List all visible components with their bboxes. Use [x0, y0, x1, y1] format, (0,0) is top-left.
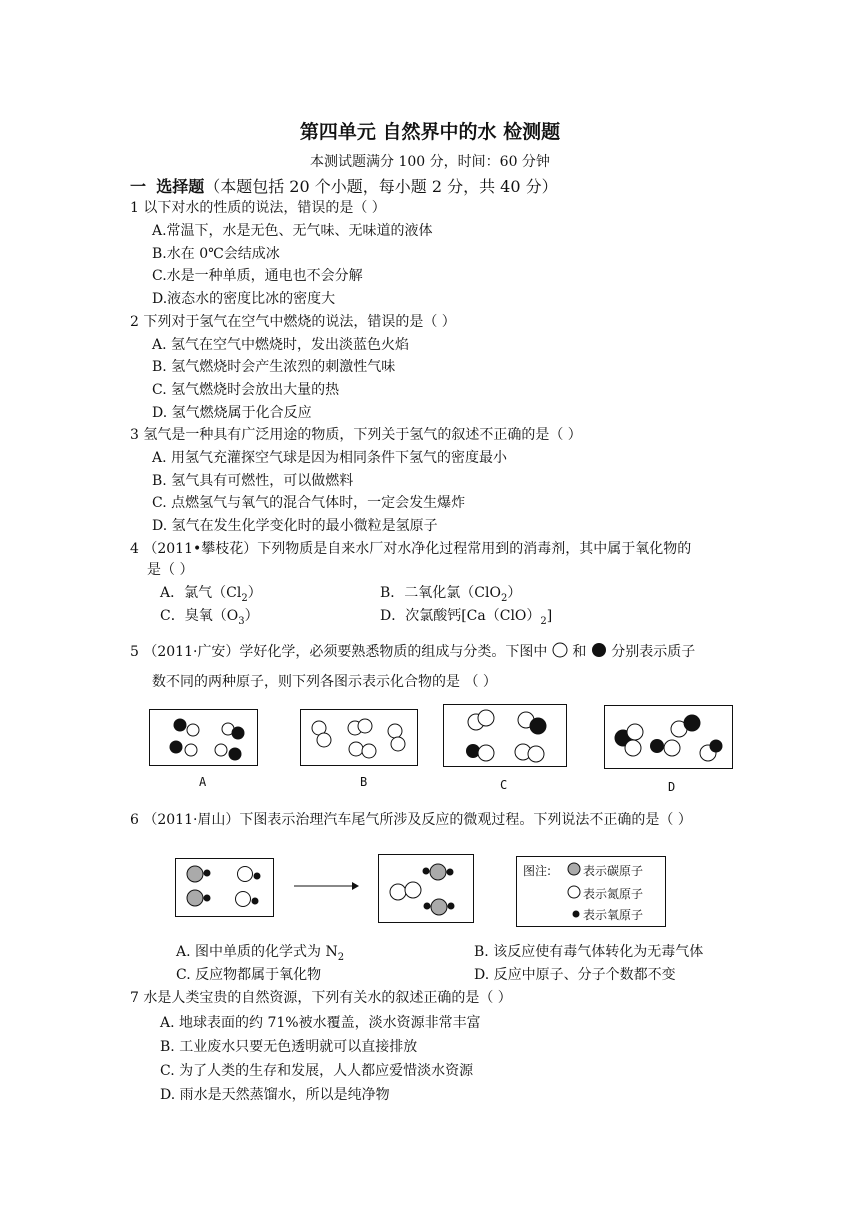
legend-carbon: 表示碳原子 [583, 864, 644, 878]
question-7-option-c: C. 为了人类的生存和发展，人人都应爱惜淡水资源 [160, 1063, 474, 1079]
question-6-option-d: D. 反应中原子、分子个数都不变 [474, 967, 676, 983]
question-1-option-c: C.水是一种单质，通电也不会分解 [152, 268, 363, 284]
question-3-option-a: A. 用氢气充灌探空气球是因为相同条件下氢气的密度最小 [152, 450, 508, 466]
question-1-option-a: A.常温下，水是无色、无气味、无味道的液体 [152, 223, 433, 239]
question-5-stem: 5 （2011·广安）学好化学，必须要熟悉物质的组成与分类。下图中 和 分别表示质子 [130, 644, 696, 660]
question-3-option-b: B. 氢气具有可燃性，可以做燃料 [152, 473, 354, 489]
q5-option-d-figure [604, 705, 734, 770]
question-3-option-d: D. 氢气在发生化学变化时的最小微粒是氢原子 [152, 518, 438, 534]
nitrogen-atom-icon [567, 885, 581, 899]
q6-products-figure [378, 854, 475, 924]
question-3-stem: 3 氢气是一种具有广泛用途的物质，下列关于氢气的叙述不正确的是（ ） [130, 427, 582, 443]
question-5-stem-cont: 数不同的两种原子，则下列各图示表示化合物的是 （ ） [152, 674, 497, 690]
oxygen-atom-icon [572, 910, 580, 918]
question-7-option-d: D. 雨水是天然蒸馏水，所以是纯净物 [160, 1087, 390, 1103]
question-6-option-b: B. 该反应使有毒气体转化为无毒气体 [474, 944, 704, 960]
question-3-option-c: C. 点燃氢气与氧气的混合气体时，一定会发生爆炸 [152, 495, 466, 511]
legend-oxygen: 表示氧原子 [583, 908, 644, 922]
section-number: 一 [130, 177, 147, 196]
question-2-option-b: B. 氢气燃烧时会产生浓烈的刺激性气味 [152, 359, 396, 375]
q5-label-d: D [668, 780, 676, 794]
question-4-option-b: B．二氧化氯（ClO$_2$） [380, 585, 522, 604]
question-1-option-b: B.水在 0℃会结成冰 [152, 246, 280, 262]
question-2-option-d: D. 氢气燃烧属于化合反应 [152, 405, 312, 421]
black-atom-icon [591, 642, 607, 658]
legend-nitrogen: 表示氮原子 [583, 887, 644, 901]
question-4-option-a: A．氯气$(Cl_2)$ [160, 585, 262, 604]
question-7-option-b: B. 工业废水只要无色透明就可以直接排放 [160, 1039, 418, 1055]
q5-label-b: B [360, 775, 368, 789]
q6-reactants-figure [175, 858, 275, 918]
exam-info: 本测试题满分 100 分，时间：60 分钟 [310, 154, 550, 170]
q5-label-c: C [500, 778, 508, 792]
q5-option-a-figure [149, 709, 259, 767]
question-1-stem: 1 以下对水的性质的说法，错误的是（ ） [130, 200, 386, 216]
page-title: 第四单元 自然界中的水 检测题 [299, 121, 561, 143]
question-4-option-d: D．次氯酸钙$[Ca(ClO)_2]$ [380, 608, 553, 627]
question-4-option-c: C．臭氧$(O_3)$ [160, 608, 259, 627]
question-6-option-c: C. 反应物都属于氧化物 [176, 967, 322, 983]
question-1-option-d: D.液态水的密度比冰的密度大 [152, 291, 336, 307]
question-2-option-c: C. 氢气燃烧时会放出大量的热 [152, 382, 340, 398]
question-6-stem: 6 （2011·眉山）下图表示治理汽车尾气所涉及反应的微观过程。下列说法不正确的是（ ） [130, 812, 692, 828]
question-7-option-a: A. 地球表面的约 71%被水覆盖，淡水资源非常丰富 [160, 1015, 481, 1031]
question-7-stem: 7 水是人类宝贵的自然资源，下列有关水的叙述正确的是（ ） [130, 990, 512, 1006]
carbon-atom-icon [567, 862, 581, 876]
question-4-stem-cont: 是（ ） [147, 562, 194, 578]
question-2-stem: 2 下列对于氢气在空气中燃烧的说法，错误的是（ ） [130, 314, 456, 330]
reaction-arrow-icon [290, 880, 360, 892]
white-atom-icon [552, 642, 568, 658]
question-6-option-a: A. 图中单质的化学式为 $N_2$ [176, 944, 345, 963]
q5-option-b-figure [300, 709, 419, 767]
section-heading [130, 174, 558, 197]
legend-title: 图注: [523, 864, 552, 878]
question-4-stem: 4 （2011•攀枝花）下列物质是自来水厂对水净化过程常用到的消毒剂，其中属于氧化物的 [130, 541, 692, 557]
q5-label-a: A [199, 775, 207, 789]
section-name: 选择题 [156, 177, 205, 196]
q6-legend [516, 856, 666, 927]
question-2-option-a: A. 氢气在空气中燃烧时，发出淡蓝色火焰 [152, 337, 410, 353]
q5-option-c-figure [443, 704, 568, 768]
section-note: （本题包括 20 个小题，每小题 2 分，共 40 分） [204, 177, 558, 196]
